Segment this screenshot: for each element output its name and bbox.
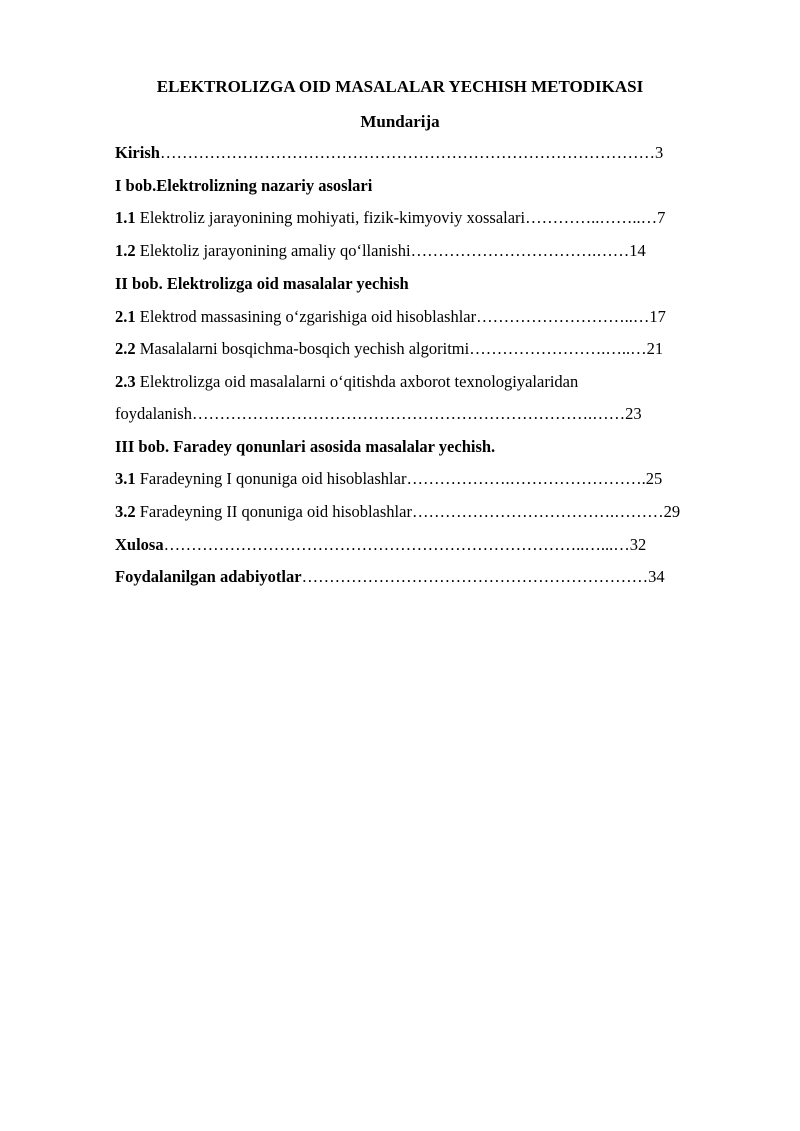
toc-leader-dots: ……………………………………………………………………………… (159, 143, 655, 162)
toc-entry-1-2 (115, 240, 646, 262)
toc-page-number: 7 (657, 208, 666, 227)
toc-section-number: 2.1 (115, 307, 136, 326)
toc-entry-title: foydalanish (115, 404, 192, 423)
toc-page-number: 17 (649, 307, 666, 326)
toc-entry-title: Faradeyning I qonuniga oid hisoblashlar (135, 469, 407, 488)
toc-leader-dots: …………………………….…… (410, 241, 630, 260)
toc-section-number: 1.2 (115, 241, 136, 260)
toc-section-number: 1.1 (115, 208, 136, 227)
toc-leader-dots: ……………….……………………. (406, 469, 646, 488)
toc-page-number: 34 (648, 567, 665, 586)
toc-leader-dots: ……………………………….……… (411, 502, 664, 521)
toc-page-number: 23 (625, 404, 642, 423)
toc-page-number: 14 (629, 241, 646, 260)
toc-section-number: 3.2 (115, 502, 136, 521)
toc-entry-title: Elektrolizga oid masalalarni o‘qitishda axborot texnologiyalaridan (135, 372, 579, 391)
toc-entry-title: Faradeyning II qonuniga oid hisoblashlar (135, 502, 412, 521)
toc-chapter-2: II bob. Elektrolizga oid masalalar yechish (115, 274, 409, 293)
toc-section-number: 3.1 (115, 469, 136, 488)
toc-page-number: 3 (654, 143, 664, 162)
toc-page-number: 32 (629, 535, 647, 554)
toc-entry-2-1 (115, 306, 666, 328)
toc-entry-2-3-continued (115, 403, 642, 425)
toc-leader-dots: …………………….…..… (469, 339, 647, 358)
toc-heading: Mundarija (360, 112, 440, 131)
toc-entry-title: Xulosa (115, 535, 164, 554)
toc-entry-1-1 (115, 207, 665, 229)
toc-entry-title: Elektroliz jarayonining mohiyati, fizik-kimyoviy xossalari (135, 208, 526, 227)
toc-leader-dots: ………………………..… (476, 307, 650, 326)
toc-entry-title: Foydalanilgan adabiyotlar (115, 567, 302, 586)
toc-entry-title: Elektrod massasining o‘zgarishiga oid hisoblashlar (135, 307, 477, 326)
toc-page-number: 29 (663, 502, 681, 521)
toc-chapter-3: III bob. Faradey qonunlari asosida masalalar yechish. (115, 437, 496, 456)
toc-entry-title: Kirish (115, 143, 160, 162)
toc-entry-kirish (115, 142, 663, 164)
toc-leader-dots: …………..……..… (525, 208, 658, 227)
toc-chapter-1: I bob.Elektrolizning nazariy asoslari (115, 176, 373, 195)
toc-leader-dots: …………………………………………………………………..…...… (163, 535, 630, 554)
toc-section-number: 2.2 (115, 339, 136, 358)
toc-entry-2-3 (115, 371, 578, 393)
toc-section-number: 2.3 (115, 372, 136, 391)
toc-entry-title: Masalalarni bosqichma-bosqich yechish algoritmi (135, 339, 470, 358)
toc-leader-dots: ……………………………………………………… (301, 567, 649, 586)
toc-entry-3-1 (115, 468, 662, 490)
toc-page-number: 25 (645, 469, 663, 488)
toc-leader-dots: ……………………………………………………………….…… (191, 404, 626, 423)
toc-entry-2-2 (115, 338, 663, 360)
toc-entry-3-2 (115, 501, 680, 523)
toc-entry-title: Elektoliz jarayonining amaliy qo‘llanishi (135, 241, 411, 260)
toc-entry-xulosa (115, 534, 646, 556)
toc-entry-references (115, 566, 665, 588)
toc-page-number: 21 (646, 339, 664, 358)
document-title: ELEKTROLIZGA OID MASALALAR YECHISH METODIKASI (156, 77, 644, 96)
